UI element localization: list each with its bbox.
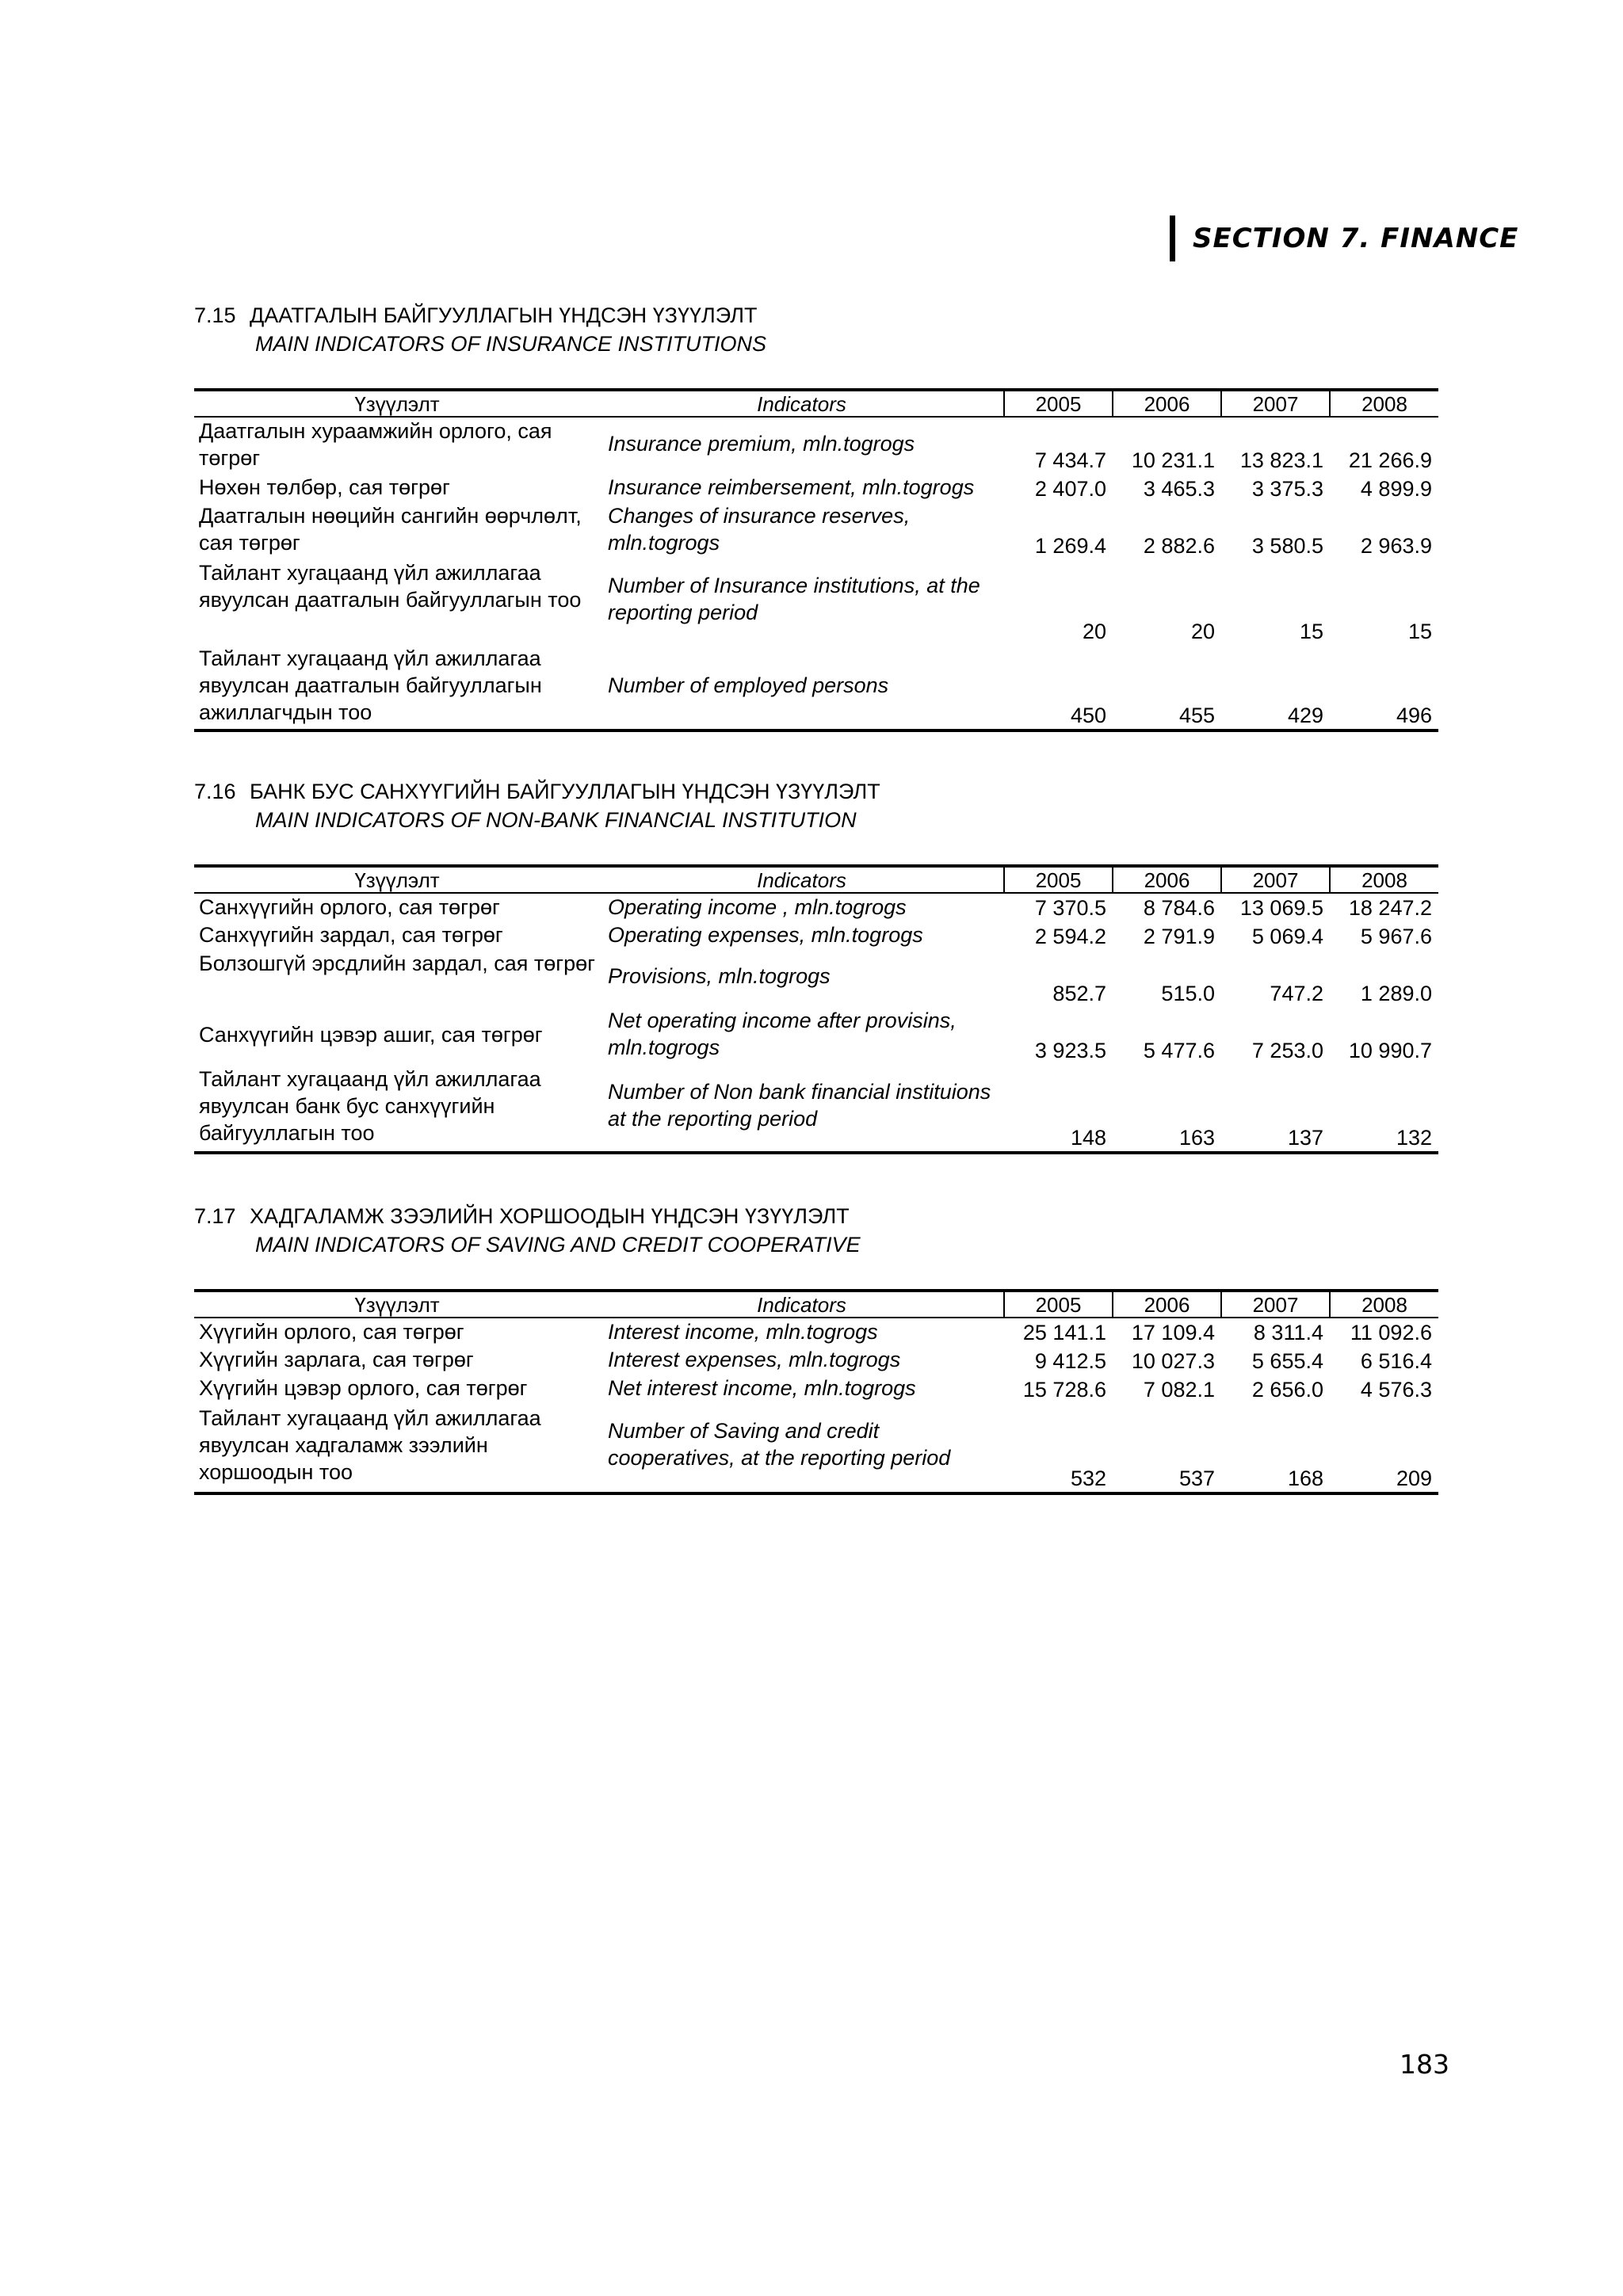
cell-value: 13 069.5	[1239, 896, 1323, 920]
header-indicator-en: Indicators	[600, 390, 1004, 417]
cell-value: 6 516.4	[1360, 1349, 1432, 1373]
header-year: 2005	[1004, 866, 1113, 893]
table-header-row	[194, 866, 1438, 893]
row-label-en: Operating income , mln.togrogs	[608, 895, 907, 919]
table-header-row	[194, 390, 1438, 417]
cell-value: 3 375.3	[1251, 477, 1323, 501]
cell-value: 20	[1082, 620, 1106, 643]
cell-value: 3 580.5	[1251, 534, 1323, 558]
table-title-en: MAIN INDICATORS OF SAVING AND CREDIT COOPERATIVE	[255, 1233, 861, 1257]
cell-value: 9 412.5	[1034, 1349, 1106, 1373]
header-indicator-mn: Үзүүлэлт	[194, 866, 600, 893]
row-label-en: Net operating income after provisins, mln.togrogs	[608, 1009, 957, 1059]
table-row	[194, 502, 1438, 559]
cell-value: 429	[1221, 645, 1330, 730]
table-row	[194, 893, 1438, 921]
row-label-en: Insurance reimbersement, mln.togrogs	[608, 475, 975, 499]
row-label-mn: Болзошгүй эрсдлийн зардал, сая төгрөг	[199, 952, 596, 975]
row-label-mn: Тайлант хугацаанд үйл ажиллагаа явуулсан банк бус санхүүгийн байгууллагын тоо	[194, 1064, 600, 1153]
table-row	[194, 1375, 1438, 1403]
cell-value: 137	[1221, 1064, 1330, 1153]
table-title-en: MAIN INDICATORS OF NON-BANK FINANCIAL INSTITUTION	[255, 808, 857, 832]
header-year: 2006	[1113, 866, 1221, 893]
row-label-mn: Тайлант хугацаанд үйл ажиллагаа явуулсан хадгаламж зээлийн хоршоодын тоо	[194, 1403, 600, 1493]
cell-value: 5 477.6	[1143, 1039, 1215, 1062]
saving-credit-indicators-table	[194, 1289, 1438, 1495]
cell-value: 1 269.4	[1034, 534, 1106, 558]
row-label-en: Number of Saving and credit cooperatives, at the reporting period	[600, 1403, 1004, 1493]
header-year: 2008	[1330, 390, 1438, 417]
cell-value: 17 109.4	[1131, 1321, 1215, 1344]
table-title-mn: ХАДГАЛАМЖ ЗЭЭЛИЙН ХОРШООДЫН ҮНДСЭН ҮЗҮҮЛЭЛТ	[250, 1204, 850, 1228]
cell-value: 496	[1330, 645, 1438, 730]
cell-value: 8 311.4	[1253, 1321, 1323, 1344]
cell-value: 7 370.5	[1034, 896, 1106, 920]
page-number: 183	[1400, 2049, 1449, 2080]
row-label-en: Interest income, mln.togrogs	[608, 1320, 878, 1344]
cell-value: 15	[1407, 620, 1432, 643]
cell-value: 3 923.5	[1034, 1039, 1106, 1062]
table-title	[194, 777, 1438, 834]
header-year: 2007	[1221, 1291, 1330, 1318]
cell-value: 8 784.6	[1143, 896, 1215, 920]
cell-value: 1 289.0	[1360, 982, 1432, 1005]
header-year: 2006	[1113, 390, 1221, 417]
cell-value: 7 082.1	[1143, 1378, 1215, 1402]
header-year: 2005	[1004, 1291, 1113, 1318]
row-label-en: Number of employed persons	[600, 645, 1004, 730]
cell-value: 2 963.9	[1360, 534, 1432, 558]
cell-value: 455	[1113, 645, 1221, 730]
cell-value: 532	[1004, 1403, 1113, 1493]
row-label-mn: Санхүүгийн цэвэр ашиг, сая төгрөг	[199, 1023, 543, 1047]
cell-value: 18 247.2	[1348, 896, 1432, 920]
table-row	[194, 1346, 1438, 1375]
cell-value: 20	[1190, 620, 1215, 643]
table-block-7-17	[194, 1202, 1438, 1495]
cell-value: 2 407.0	[1034, 477, 1106, 501]
cell-value: 2 882.6	[1143, 534, 1215, 558]
row-label-en: Operating expenses, mln.togrogs	[608, 923, 923, 947]
cell-value: 21 266.9	[1348, 448, 1432, 472]
table-header-row	[194, 1291, 1438, 1318]
table-row	[194, 1007, 1438, 1064]
table-row	[194, 921, 1438, 950]
header-year: 2006	[1113, 1291, 1221, 1318]
row-label-mn: Нөхөн төлбөр, сая төгрөг	[199, 475, 450, 499]
cell-value: 15 728.6	[1022, 1378, 1106, 1402]
table-row	[194, 950, 1438, 1007]
row-label-mn: Хүүгийн цэвэр орлого, сая төгрөг	[199, 1376, 528, 1400]
header-indicator-en: Indicators	[600, 866, 1004, 893]
cell-value: 209	[1330, 1403, 1438, 1493]
cell-value: 7 434.7	[1034, 448, 1106, 472]
table-title-en: MAIN INDICATORS OF INSURANCE INSTITUTIONS	[255, 332, 767, 356]
row-label-mn: Санхүүгийн орлого, сая төгрөг	[199, 895, 500, 919]
table-title-mn: ДААТГАЛЫН БАЙГУУЛЛАГЫН ҮНДСЭН ҮЗҮҮЛЭЛТ	[250, 303, 758, 327]
row-label-mn: Хүүгийн орлого, сая төгрөг	[199, 1320, 464, 1344]
cell-value: 168	[1221, 1403, 1330, 1493]
header-year: 2008	[1330, 1291, 1438, 1318]
cell-value: 450	[1004, 645, 1113, 730]
cell-value: 10 231.1	[1131, 448, 1215, 472]
cell-value: 10 990.7	[1348, 1039, 1432, 1062]
cell-value: 537	[1113, 1403, 1221, 1493]
table-title-mn: БАНК БУС САНХҮҮГИЙН БАЙГУУЛЛАГЫН ҮНДСЭН ҮЗҮҮЛЭЛТ	[250, 780, 880, 803]
row-label-mn: Даатгалын нөөцийн сангийн өөрчлөлт, сая төгрөг	[199, 504, 582, 555]
row-label-mn: Санхүүгийн зардал, сая төгрөг	[199, 923, 503, 947]
cell-value: 4 576.3	[1360, 1378, 1432, 1402]
row-label-en: Number of Insurance institutions, at the reporting period	[608, 574, 980, 624]
table-block-7-16	[194, 777, 1438, 1154]
cell-value: 5 967.6	[1360, 925, 1432, 948]
section-header: SECTION 7. FINANCE	[1170, 215, 1518, 261]
table-row	[194, 1064, 1438, 1153]
cell-value: 3 465.3	[1143, 477, 1215, 501]
row-label-en: Number of Non bank financial instituions at the reporting period	[600, 1064, 1004, 1153]
table-title	[194, 1202, 1438, 1259]
table-number: 7.15	[194, 303, 236, 327]
table-row	[194, 645, 1438, 730]
table-row	[194, 474, 1438, 502]
header-indicator-mn: Үзүүлэлт	[194, 390, 600, 417]
cell-value: 7 253.0	[1251, 1039, 1323, 1062]
cell-value: 515.0	[1161, 982, 1215, 1005]
cell-value: 2 656.0	[1251, 1378, 1323, 1402]
table-title	[194, 301, 1438, 358]
row-label-mn: Тайлант хугацаанд үйл ажиллагаа явуулсан даатгалын байгууллагын ажиллагчдын тоо	[194, 645, 600, 730]
row-label-en: Net interest income, mln.togrogs	[608, 1376, 916, 1400]
insurance-indicators-table	[194, 388, 1438, 732]
cell-value: 15	[1299, 620, 1323, 643]
header-year: 2007	[1221, 390, 1330, 417]
cell-value: 163	[1113, 1064, 1221, 1153]
table-number: 7.16	[194, 780, 236, 803]
header-indicator-mn: Үзүүлэлт	[194, 1291, 600, 1318]
table-row	[194, 1403, 1438, 1493]
header-year: 2007	[1221, 866, 1330, 893]
table-row	[194, 1318, 1438, 1346]
cell-value: 2 594.2	[1034, 925, 1106, 948]
cell-value: 852.7	[1052, 982, 1106, 1005]
non-bank-indicators-table	[194, 864, 1438, 1154]
header-indicator-en: Indicators	[600, 1291, 1004, 1318]
cell-value: 11 092.6	[1350, 1321, 1432, 1344]
row-label-mn: Хүүгийн зарлага, сая төгрөг	[199, 1348, 474, 1371]
row-label-mn: Даатгалын хураамжийн орлого, сая төгрөг	[199, 419, 552, 470]
cell-value: 747.2	[1270, 982, 1323, 1005]
row-label-en: Interest expenses, mln.togrogs	[608, 1348, 901, 1371]
table-row	[194, 417, 1438, 474]
cell-value: 13 823.1	[1239, 448, 1323, 472]
row-label-mn: Тайлант хугацаанд үйл ажиллагаа явуулсан даатгалын байгууллагын тоо	[199, 561, 582, 612]
row-label-en: Changes of insurance reserves, mln.togrogs	[608, 504, 911, 555]
table-block-7-15	[194, 301, 1438, 732]
cell-value: 5 069.4	[1251, 925, 1323, 948]
cell-value: 25 141.1	[1022, 1321, 1106, 1344]
table-row	[194, 559, 1438, 645]
header-year: 2008	[1330, 866, 1438, 893]
cell-value: 2 791.9	[1143, 925, 1215, 948]
cell-value: 5 655.4	[1251, 1349, 1323, 1373]
cell-value: 10 027.3	[1131, 1349, 1215, 1373]
cell-value: 4 899.9	[1360, 477, 1432, 501]
table-number: 7.17	[194, 1204, 236, 1228]
cell-value: 132	[1330, 1064, 1438, 1153]
row-label-en: Insurance premium, mln.togrogs	[608, 432, 915, 456]
header-year: 2005	[1004, 390, 1113, 417]
cell-value: 148	[1004, 1064, 1113, 1153]
row-label-en: Provisions, mln.togrogs	[608, 964, 831, 988]
